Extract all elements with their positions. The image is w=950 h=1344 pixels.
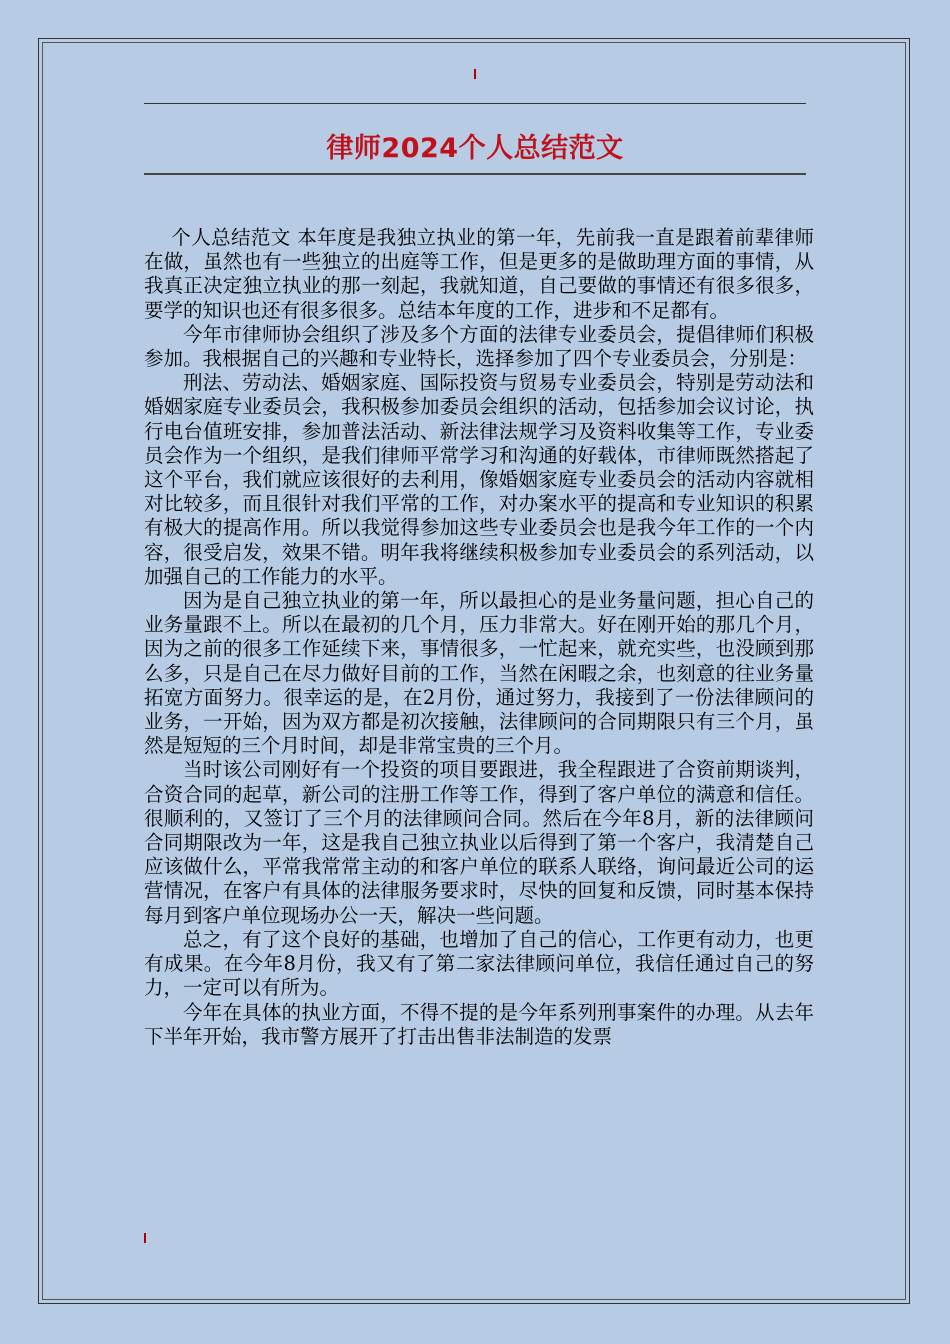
header-rule [144,103,806,104]
paragraph: 因为是自己独立执业的第一年，所以最担心的是业务量问题，担心自己的业务量跟不上。所以在最初的几个月，压力非常大。好在刚开始的那几个月，因为之前的很多工作延续下来，事情很多，一忙起来，就充实些，也没顾到那么多，只是自己在尽力做好目前的工作，当然在闲暇之余，也刻意的往业务量拓宽方面努力。很幸运的是，在2月份，通过努力，我接到了一份法律顾问的业务，一开始，因为双方都是初次接触，法律顾问的合同期限只有三个月，虽然是短短的三个月时间，却是非常宝贵的三个月。 [144,589,814,758]
document-body [144,226,814,1049]
footer-marker [144,1233,146,1243]
paragraph: 今年在具体的执业方面，不得不提的是今年系列刑事案件的办理。从去年下半年开始，我市警方展开了打击出售非法制造的发票 [144,1000,814,1048]
paragraph: 当时该公司刚好有一个投资的项目要跟进，我全程跟进了合资前期谈判，合资合同的起草，新公司的注册工作等工作，得到了客户单位的满意和信任。很顺利的，又签订了三个月的法律顾问合同。然后在今年8月，新的法律顾问合同期限改为一年，这是我自己独立执业以后得到了第一个客户，我清楚自己应该做什么，平常我常常主动的和客户单位的联系人联络，询问最近公司的运营情况，在客户有具体的法律服务要求时，尽快的回复和反馈，同时基本保持每月到客户单位现场办公一天，解决一些问题。 [144,758,814,927]
paragraph: 刑法、劳动法、婚姻家庭、国际投资与贸易专业委员会，特别是劳动法和婚姻家庭专业委员会，我积极参加委员会组织的活动，包括参加会议讨论，执行电台值班安排，参加普法活动、新法律法规学习及资料收集等工作，专业委员会作为一个组织，是我们律师平常学习和沟通的好载体，市律师既然搭起了这个平台，我们就应该很好的去利用，像婚姻家庭专业委员会的活动内容就相对比较多，而且很针对我们平常的工作，对办案水平的提高和专业知识的积累有极大的提高作用。所以我觉得参加这些专业委员会也是我今年工作的一个内容，很受启发，效果不错。明年我将继续积极参加专业委员会的系列活动，以加强自己的工作能力的水平。 [144,371,814,588]
title-rule [144,173,806,175]
paragraph: 今年市律师协会组织了涉及多个方面的法律专业委员会，提倡律师们积极参加。我根据自己的兴趣和专业特长，选择参加了四个专业委员会，分别是： [144,322,814,371]
document-title: 律师2024个人总结范文 [326,133,624,164]
paragraph: 总之，有了这个良好的基础，也增加了自己的信心，工作更有动力，也更有成果。在今年8月份，我又有了第二家法律顾问单位，我信任通过自己的努力，一定可以有所为。 [144,927,814,1000]
header-marker [474,69,476,79]
paragraph: 个人总结范文 本年度是我独立执业的第一年，先前我一直是跟着前辈律师在做，虽然也有一些独立的出庭等工作，但是更多的是做助理方面的事情，从我真正决定独立执业的那一刻起，我就知道，自己要做的事情还有很多很多，要学的知识也还有很多很多。总结本年度的工作，进步和不足都有。 [144,226,814,322]
